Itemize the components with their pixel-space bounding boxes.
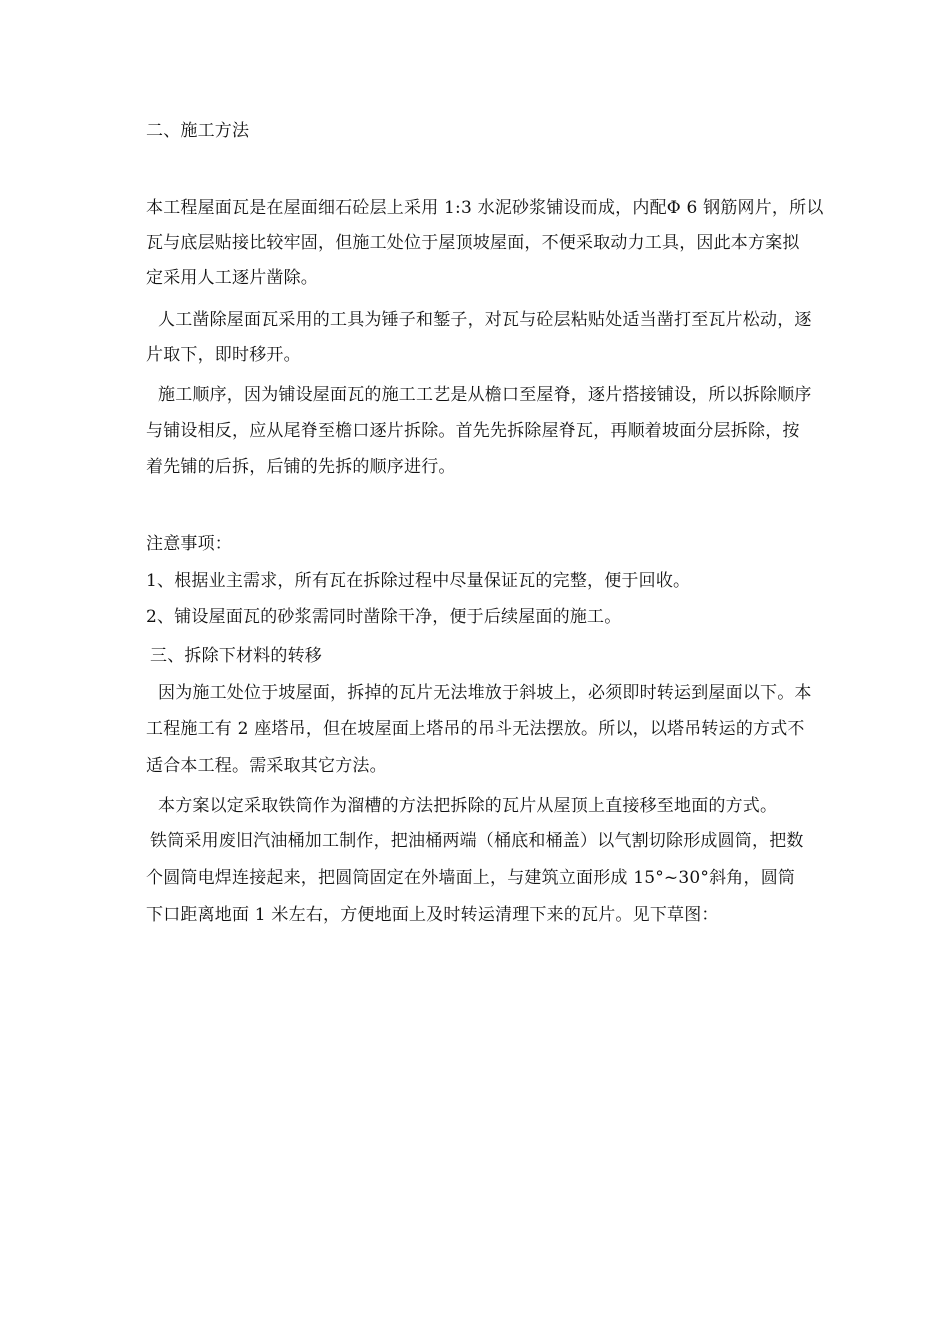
paragraph-line: 本方案以定采取铁筒作为溜槽的方法把拆除的瓦片从屋顶上直接移至地面的方式。 xyxy=(158,796,778,816)
paragraph-line: 铁筒采用废旧汽油桶加工制作，把油桶两端（桶底和桶盖）以气割切除形成圆筒，把数 xyxy=(150,831,804,851)
paragraph-line: 下口距离地面 1 米左右，方便地面上及时转运清理下来的瓦片。见下草图： xyxy=(146,905,719,925)
section-heading-material-transfer: 三、拆除下材料的转移 xyxy=(150,646,322,666)
paragraph-line: 人工凿除屋面瓦采用的工具为锤子和錾子，对瓦与砼层粘贴处适当凿打至瓦片松动，逐 xyxy=(158,310,812,330)
paragraph-line: 适合本工程。需采取其它方法。 xyxy=(146,756,387,776)
section-heading-construction-method: 二、施工方法 xyxy=(146,121,250,141)
paragraph-line: 本工程屋面瓦是在屋面细石砼层上采用 1:3 水泥砂浆铺设而成，内配Φ 6 钢筋网片，所以 xyxy=(146,198,824,218)
note-item: 2、铺设屋面瓦的砂浆需同时凿除干净，便于后续屋面的施工。 xyxy=(146,607,622,627)
paragraph-line: 着先铺的后拆，后铺的先拆的顺序进行。 xyxy=(146,457,456,477)
paragraph-line: 因为施工处位于坡屋面，拆掉的瓦片无法堆放于斜坡上，必须即时转运到屋面以下。本 xyxy=(158,683,812,703)
paragraph-line: 工程施工有 2 座塔吊，但在坡屋面上塔吊的吊斗无法摆放。所以，以塔吊转运的方式不 xyxy=(146,719,805,739)
notes-heading: 注意事项： xyxy=(146,534,232,554)
paragraph-line: 片取下，即时移开。 xyxy=(146,345,301,365)
paragraph-line: 瓦与底层贴接比较牢固，但施工处位于屋顶坡屋面，不便采取动力工具，因此本方案拟 xyxy=(146,233,800,253)
note-item: 1、根据业主需求，所有瓦在拆除过程中尽量保证瓦的完整，便于回收。 xyxy=(146,571,691,591)
paragraph-line: 施工顺序，因为铺设屋面瓦的施工工艺是从檐口至屋脊，逐片搭接铺设，所以拆除顺序 xyxy=(158,385,812,405)
paragraph-line: 定采用人工逐片凿除。 xyxy=(146,268,318,288)
paragraph-line: 与铺设相反，应从尾脊至檐口逐片拆除。首先先拆除屋脊瓦，再顺着坡面分层拆除，按 xyxy=(146,421,800,441)
paragraph-line: 个圆筒电焊连接起来，把圆筒固定在外墙面上，与建筑立面形成 15°~30°斜角，圆筒 xyxy=(146,868,796,888)
